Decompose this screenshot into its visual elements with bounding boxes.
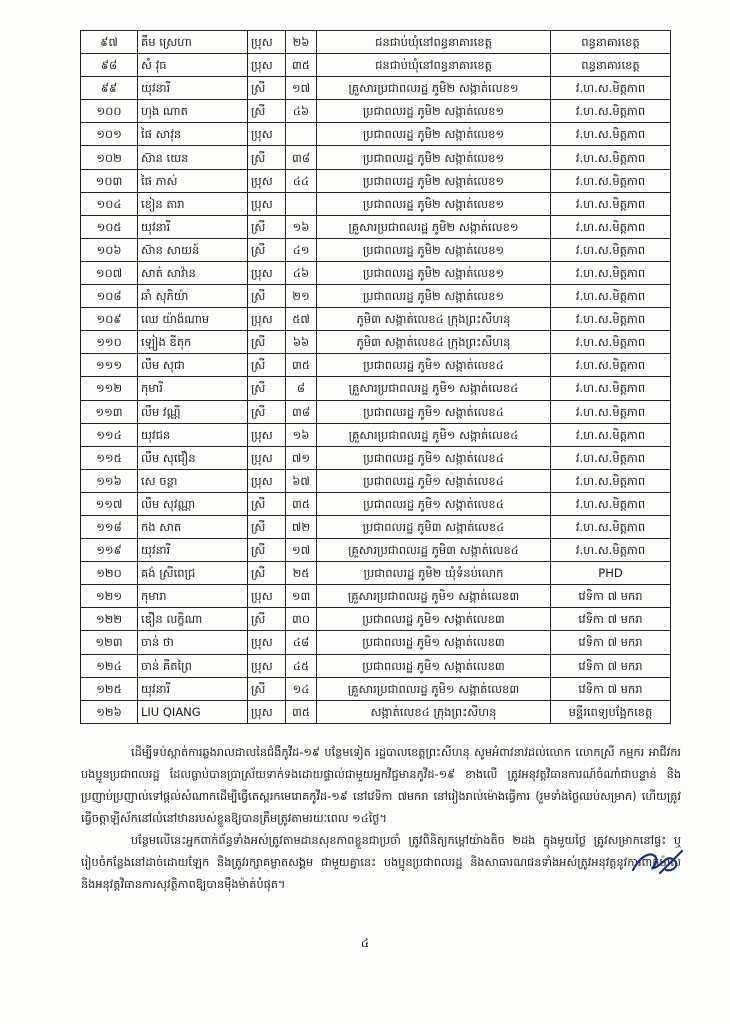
- table-row: [81, 169, 671, 192]
- name-cell: ស៊ាន សាយន៍: [138, 238, 248, 261]
- row-number-cell: ១២៥: [81, 677, 138, 700]
- table-row: [81, 539, 671, 562]
- table-row: [81, 238, 671, 261]
- row-number-cell: ១០៨: [81, 285, 138, 308]
- name-cell: ផៃ សាវុន: [138, 123, 248, 146]
- test-location-cell: វ.ហ.ស.មិត្តភាព: [551, 446, 671, 469]
- sex-cell: ប្រុស: [248, 123, 286, 146]
- table-row: [81, 515, 671, 538]
- age-cell: ១៤: [286, 677, 317, 700]
- table-row: [81, 215, 671, 238]
- name-cell: LIU QIANG: [138, 700, 248, 723]
- age-cell: ៣៥: [286, 700, 317, 723]
- row-number-cell: ១២៣: [81, 631, 138, 654]
- table-row: [81, 492, 671, 515]
- name-cell: សាត់ សាវ៉ាន: [138, 261, 248, 284]
- row-number-cell: ១០១: [81, 123, 138, 146]
- address-cell: ប្រជាពលរដ្ឋ ភូមិ១ សង្កាត់លេខ៤: [317, 446, 551, 469]
- name-cell: យុវជន: [138, 423, 248, 446]
- name-cell: ផៃ ភាស់: [138, 169, 248, 192]
- name-cell: សេ ចន្ថា: [138, 469, 248, 492]
- address-cell: ភូមិ៣ សង្កាត់លេខ៤ ក្រុងព្រះសីហនុ: [317, 331, 551, 354]
- name-cell: កុមារា: [138, 585, 248, 608]
- name-cell: យុវនារី: [138, 539, 248, 562]
- age-cell: ៤៨: [286, 631, 317, 654]
- table-row: [81, 631, 671, 654]
- address-cell: ប្រជាពលរដ្ឋ ភូមិ១ សង្កាត់លេខ៣: [317, 654, 551, 677]
- name-cell: សំ វុធ: [138, 54, 248, 77]
- address-cell: គ្រួសារប្រជាពលរដ្ឋ ភូមិ១ សង្កាត់លេខ៣: [317, 677, 551, 700]
- sex-cell: ប្រុស: [248, 308, 286, 331]
- age-cell: ១៧: [286, 539, 317, 562]
- notice-paragraph-1: ដើម្បីទប់ស្កាត់ការឆ្លងរាលដាលនៃជំងឺកូវីដ-១៩ បន្ថែមទៀត រដ្ឋបាលខេត្តព្រះសីហនុ សូមអំពាវនាវដល់លោក លោកស្រី កម្មករ អាជីវករ បងប្អូនប្រជាពលរដ្ឋ ដែលធ្លាប់បានប្រាស្រ័យទាក់ទងដោយផ្ទាល់ជាមួយអ្នកវិជ្ជមានកូវីដ-១៩ ខាងលើ ត្រូវអនុវត្តវិធានការណ៍ចំណាំជាបន្ទាន់ និងប្រញាប់ប្រញាល់ទៅផ្តល់សំណាកដើម្បីធ្វើតេស្តរកមេរោគកូវីដ-១៩ នៅវេទិកា ៧មករា នៅរៀងរាល់ម៉ោងធ្វើការ (រួមទាំងថ្ងៃឈប់សម្រាក) ហើយត្រូវធ្វើចត្តាឡីស័កនៅលំនៅឋានរបស់ខ្លួនឱ្យបានត្រឹមត្រូវតាមរយៈពេល ១៤ថ្ងៃ។: [81, 746, 681, 825]
- table-row: [81, 31, 671, 54]
- test-location-cell: វ.ហ.ស.មិត្តភាព: [551, 285, 671, 308]
- sex-cell: ស្រី: [248, 677, 286, 700]
- address-cell: សង្កាត់លេខ៤ ក្រុងព្រះសីហនុ: [317, 700, 551, 723]
- age-cell: ៣៥: [286, 354, 317, 377]
- address-cell: ប្រជាពលរដ្ឋ ភូមិ២ សង្កាត់លេខ១: [317, 285, 551, 308]
- table-row: [81, 700, 671, 723]
- table-row: [81, 146, 671, 169]
- test-location-cell: វ.ហ.ស.មិត្តភាព: [551, 423, 671, 446]
- test-location-cell: វ.ហ.ស.មិត្តភាព: [551, 146, 671, 169]
- test-location-cell: វ.ហ.ស.មិត្តភាព: [551, 123, 671, 146]
- name-cell: គង់ ស្រីពេជ្រ: [138, 562, 248, 585]
- row-number-cell: ១០៥: [81, 215, 138, 238]
- sex-cell: ប្រុស: [248, 31, 286, 54]
- row-number-cell: ៩៧: [81, 31, 138, 54]
- test-location-cell: វ.ហ.ស.មិត្តភាព: [551, 192, 671, 215]
- test-location-cell: PHD: [551, 562, 671, 585]
- row-number-cell: ១១១: [81, 354, 138, 377]
- row-number-cell: ១០២: [81, 146, 138, 169]
- age-cell: ២៥: [286, 562, 317, 585]
- row-number-cell: ១២១: [81, 585, 138, 608]
- table-row: [81, 192, 671, 215]
- sex-cell: ប្រុស: [248, 631, 286, 654]
- table-row: [81, 123, 671, 146]
- age-cell: ៣០: [286, 608, 317, 631]
- test-location-cell: វេទិកា ៧ មករា: [551, 654, 671, 677]
- name-cell: ឡៀង ឌីតុក: [138, 331, 248, 354]
- row-number-cell: ១១៤: [81, 423, 138, 446]
- age-cell: ៨: [286, 377, 317, 400]
- sex-cell: ប្រុស: [248, 192, 286, 215]
- table-row: [81, 677, 671, 700]
- sex-cell: ស្រី: [248, 492, 286, 515]
- row-number-cell: ១០៤: [81, 192, 138, 215]
- table-row: [81, 285, 671, 308]
- age-cell: ៣៥: [286, 54, 317, 77]
- age-cell: ១៧: [286, 77, 317, 100]
- address-cell: ប្រជាពលរដ្ឋ ភូមិ២ សង្កាត់លេខ១: [317, 238, 551, 261]
- age-cell: ៤៤: [286, 169, 317, 192]
- address-cell: ប្រជាពលរដ្ឋ ភូមិ១ សង្កាត់លេខ៤: [317, 492, 551, 515]
- sex-cell: ប្រុស: [248, 700, 286, 723]
- row-number-cell: ១០០: [81, 100, 138, 123]
- age-cell: ៤៥: [286, 654, 317, 677]
- table-row: [81, 100, 671, 123]
- name-cell: ឈេ យ៉ាង៉ណាម: [138, 308, 248, 331]
- row-number-cell: ១១៧: [81, 492, 138, 515]
- row-number-cell: ១២០: [81, 562, 138, 585]
- table-row: [81, 654, 671, 677]
- age-cell: ៤៦: [286, 261, 317, 284]
- name-cell: កុមារី: [138, 377, 248, 400]
- sex-cell: ស្រី: [248, 562, 286, 585]
- sex-cell: ស្រី: [248, 285, 286, 308]
- sex-cell: ស្រី: [248, 146, 286, 169]
- age-cell: ២១: [286, 285, 317, 308]
- row-number-cell: ១០៣: [81, 169, 138, 192]
- address-cell: ប្រជាពលរដ្ឋ ភូមិ២ សង្កាត់លេខ១: [317, 261, 551, 284]
- address-cell: ប្រជាពលរដ្ឋ ភូមិ១ សង្កាត់លេខ៣: [317, 631, 551, 654]
- address-cell: ប្រជាពលរដ្ឋ ភូមិ១ សង្កាត់លេខ៤: [317, 354, 551, 377]
- table-row: [81, 354, 671, 377]
- row-number-cell: ១១០: [81, 331, 138, 354]
- age-cell: ១៦: [286, 215, 317, 238]
- table-row: [81, 377, 671, 400]
- test-location-cell: វ.ហ.ស.មិត្តភាព: [551, 492, 671, 515]
- address-cell: ប្រជាពលរដ្ឋ ភូមិ២ សង្កាត់លេខ១: [317, 100, 551, 123]
- name-cell: ហុង ណាត: [138, 100, 248, 123]
- sex-cell: ស្រី: [248, 215, 286, 238]
- table-row: [81, 308, 671, 331]
- table-row: [81, 469, 671, 492]
- test-location-cell: វ.ហ.ស.មិត្តភាព: [551, 238, 671, 261]
- row-number-cell: ៩៨: [81, 54, 138, 77]
- age-cell: ២៦: [286, 31, 317, 54]
- name-cell: លឹម សុវណ្ណា: [138, 492, 248, 515]
- row-number-cell: ១១៩: [81, 539, 138, 562]
- address-cell: ជនជាប់ឃុំនៅពន្ធនាគារខេត្ត: [317, 31, 551, 54]
- row-number-cell: ១១៦: [81, 469, 138, 492]
- address-cell: ជនជាប់ឃុំនៅពន្ធនាគារខេត្ត: [317, 54, 551, 77]
- age-cell: ៧១: [286, 446, 317, 469]
- test-location-cell: វ.ហ.ស.មិត្តភាព: [551, 169, 671, 192]
- row-number-cell: ១២៦: [81, 700, 138, 723]
- address-cell: គ្រួសារប្រជាពលរដ្ឋ ភូមិ១ សង្កាត់លេខ៤: [317, 423, 551, 446]
- age-cell: ៤១: [286, 238, 317, 261]
- age-cell: ៤៦: [286, 100, 317, 123]
- signature: [630, 846, 685, 876]
- sex-cell: ប្រុស: [248, 446, 286, 469]
- address-cell: ប្រជាពលរដ្ឋ ភូមិ១ សង្កាត់លេខ៣: [317, 608, 551, 631]
- sex-cell: ស្រី: [248, 515, 286, 538]
- test-location-cell: មន្ទីរពេទ្យបង្អែកខេត្ត: [551, 700, 671, 723]
- address-cell: ប្រជាពលរដ្ឋ ភូមិ២ សង្កាត់លេខ១: [317, 146, 551, 169]
- sex-cell: ស្រី: [248, 331, 286, 354]
- address-cell: គ្រួសារប្រជាពលរដ្ឋ ភូមិ៣ សង្កាត់លេខ៤: [317, 539, 551, 562]
- table-row: [81, 423, 671, 446]
- table-row: [81, 77, 671, 100]
- address-cell: ប្រជាពលរដ្ឋ ភូមិ១ សង្កាត់លេខ៤: [317, 400, 551, 423]
- address-cell: ប្រជាពលរដ្ឋ ភូមិ១ សង្កាត់លេខ៤: [317, 469, 551, 492]
- name-cell: លឹម វណ្ណី: [138, 400, 248, 423]
- test-location-cell: វ.ហ.ស.មិត្តភាព: [551, 261, 671, 284]
- test-location-cell: វ.ហ.ស.មិត្តភាព: [551, 100, 671, 123]
- age-cell: ៣៥: [286, 492, 317, 515]
- address-cell: ប្រជាពលរដ្ឋ ភូមិ២ ឃុំទំនប់លោក: [317, 562, 551, 585]
- age-cell: ៣៨: [286, 146, 317, 169]
- table-row: [81, 446, 671, 469]
- test-location-cell: វ.ហ.ស.មិត្តភាព: [551, 77, 671, 100]
- address-cell: ប្រជាពលរដ្ឋ ភូមិ២ សង្កាត់លេខ១: [317, 123, 551, 146]
- name-cell: កង សាត: [138, 515, 248, 538]
- address-cell: គ្រួសារប្រជាពលរដ្ឋ ភូមិ១ សង្កាត់លេខ៣: [317, 585, 551, 608]
- row-number-cell: ១២២: [81, 608, 138, 631]
- name-cell: ឌឿន លក្ខិណា: [138, 608, 248, 631]
- row-number-cell: ១១៥: [81, 446, 138, 469]
- table-row: [81, 261, 671, 284]
- address-cell: ប្រជាពលរដ្ឋ ភូមិ៣ សង្កាត់លេខ៤: [317, 515, 551, 538]
- test-location-cell: វ.ហ.ស.មិត្តភាព: [551, 377, 671, 400]
- row-number-cell: ១០៦: [81, 238, 138, 261]
- name-cell: គឹម ស្រេហា: [138, 31, 248, 54]
- address-cell: គ្រួសារប្រជាពលរដ្ឋ ភូមិ២ សង្កាត់លេខ១: [317, 215, 551, 238]
- test-location-cell: វ.ហ.ស.មិត្តភាព: [551, 331, 671, 354]
- sex-cell: ស្រី: [248, 354, 286, 377]
- patient-list-table: [80, 30, 671, 724]
- name-cell: ចាន់ ថា: [138, 631, 248, 654]
- age-cell: ៣៨: [286, 400, 317, 423]
- test-location-cell: វេទិកា ៧ មករា: [551, 631, 671, 654]
- row-number-cell: ៩៩: [81, 77, 138, 100]
- name-cell: ស៊ាន យេន: [138, 146, 248, 169]
- test-location-cell: វេទិកា ៧ មករា: [551, 677, 671, 700]
- name-cell: យុវនារី: [138, 77, 248, 100]
- name-cell: យុវនារី: [138, 215, 248, 238]
- row-number-cell: ១០៧: [81, 261, 138, 284]
- sex-cell: ប្រុស: [248, 469, 286, 492]
- age-cell: ១៣: [286, 585, 317, 608]
- test-location-cell: វ.ហ.ស.មិត្តភាព: [551, 469, 671, 492]
- address-cell: ប្រជាពលរដ្ឋ ភូមិ២ សង្កាត់លេខ១: [317, 192, 551, 215]
- sex-cell: ស្រី: [248, 608, 286, 631]
- test-location-cell: វ.ហ.ស.មិត្តភាព: [551, 308, 671, 331]
- test-location-cell: វ.ហ.ស.មិត្តភាព: [551, 400, 671, 423]
- address-cell: ប្រជាពលរដ្ឋ ភូមិ២ សង្កាត់លេខ១: [317, 169, 551, 192]
- name-cell: យុវនារី: [138, 677, 248, 700]
- sex-cell: ស្រី: [248, 539, 286, 562]
- test-location-cell: វ.ហ.ស.មិត្តភាព: [551, 515, 671, 538]
- notice-paragraph-2: បន្ថែមលើនេះអ្នកពាក់ព័ន្ធទាំងអស់ត្រូវតាមដានសុខភាពខ្លួនជាប្រចាំ ត្រូវពិនិត្យកម្ដៅយ៉ាងតិច ២ដង ក្នុងមួយថ្ងៃ ត្រូវសម្រាកនៅផ្ទះ ឬរៀបចំកន្លែងនៅដាច់ដោយឡែក និងត្រូវរក្សាគម្លាតសង្គម ជាមួយគ្នានេះ បងប្អូនប្រជាពលរដ្ឋ និងសាធារណជនទាំងអស់ត្រូវអនុវត្តនូវការពាក់ម៉ាស និងអនុវត្តវិធានការសុវត្ថិភាពឱ្យបានម៉ឺងម៉ាត់បំផុត។: [81, 834, 681, 891]
- sex-cell: ស្រី: [248, 100, 286, 123]
- notice-text: [81, 742, 681, 896]
- sex-cell: ប្រុស: [248, 169, 286, 192]
- row-number-cell: ១១៨: [81, 515, 138, 538]
- age-cell: [286, 123, 317, 146]
- sex-cell: ស្រី: [248, 377, 286, 400]
- age-cell: ៦៧: [286, 469, 317, 492]
- address-cell: គ្រួសារប្រជាពលរដ្ឋ ភូមិ១ សង្កាត់លេខ៤: [317, 377, 551, 400]
- table-row: [81, 562, 671, 585]
- test-location-cell: វ.ហ.ស.មិត្តភាព: [551, 215, 671, 238]
- test-location-cell: វ.ហ.ស.មិត្តភាព: [551, 539, 671, 562]
- test-location-cell: ពន្ធនាគារខេត្ត: [551, 54, 671, 77]
- name-cell: ឆាំ សុភិយ៉ា: [138, 285, 248, 308]
- table-row: [81, 331, 671, 354]
- age-cell: ៥៧: [286, 308, 317, 331]
- table-row: [81, 585, 671, 608]
- name-cell: ខៀន តារា: [138, 192, 248, 215]
- sex-cell: ស្រី: [248, 238, 286, 261]
- table-row: [81, 400, 671, 423]
- row-number-cell: ១១២: [81, 377, 138, 400]
- test-location-cell: ពន្ធនាគារខេត្ត: [551, 31, 671, 54]
- name-cell: ចាន់ គីតព្រៃ: [138, 654, 248, 677]
- test-location-cell: វេទិកា ៧ មករា: [551, 585, 671, 608]
- row-number-cell: ១២៤: [81, 654, 138, 677]
- sex-cell: ប្រុស: [248, 261, 286, 284]
- row-number-cell: ១០៩: [81, 308, 138, 331]
- name-cell: លឹម សុជា: [138, 354, 248, 377]
- sex-cell: ប្រុស: [248, 585, 286, 608]
- address-cell: គ្រួសារប្រជាពលរដ្ឋ ភូមិ២ សង្កាត់លេខ១: [317, 77, 551, 100]
- sex-cell: ប្រុស: [248, 654, 286, 677]
- address-cell: ភូមិ៣ សង្កាត់លេខ៤ ក្រុងព្រះសីហនុ: [317, 308, 551, 331]
- age-cell: ៦៦: [286, 331, 317, 354]
- age-cell: [286, 192, 317, 215]
- row-number-cell: ១១៣: [81, 400, 138, 423]
- sex-cell: ស្រី: [248, 400, 286, 423]
- sex-cell: ប្រុស: [248, 423, 286, 446]
- test-location-cell: វ.ហ.ស.មិត្តភាព: [551, 354, 671, 377]
- table-row: [81, 54, 671, 77]
- sex-cell: ស្រី: [248, 77, 286, 100]
- age-cell: ៧២: [286, 515, 317, 538]
- table-row: [81, 608, 671, 631]
- age-cell: ១៦: [286, 423, 317, 446]
- sex-cell: ប្រុស: [248, 54, 286, 77]
- page-number: ៤: [360, 936, 370, 950]
- test-location-cell: វេទិកា ៧ មករា: [551, 608, 671, 631]
- name-cell: លឹម សុជឿន: [138, 446, 248, 469]
- table-body: [81, 31, 671, 724]
